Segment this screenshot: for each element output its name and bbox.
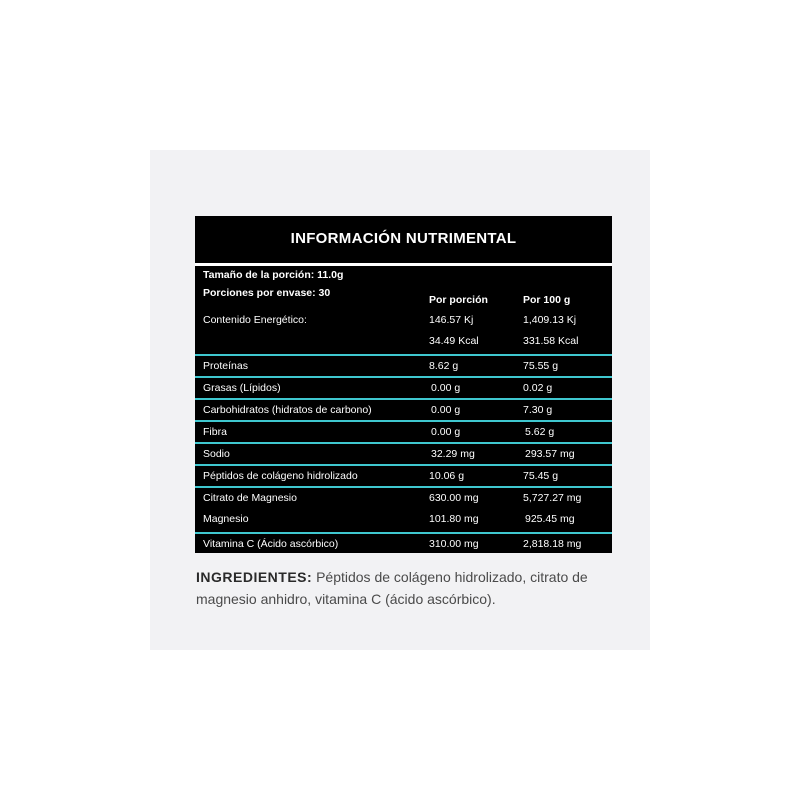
- table-row: [195, 356, 612, 378]
- column-header-per-100g: Por 100 g: [523, 294, 571, 306]
- table-row: [195, 422, 612, 444]
- value-per-100g: 75.45 g: [523, 470, 559, 482]
- value-per-100g: 0.02 g: [523, 382, 553, 394]
- table-row: [195, 400, 612, 422]
- value-per-serving: 310.00 mg: [429, 538, 479, 550]
- nutrition-label: [195, 216, 612, 553]
- value-per-serving: 8.62 g: [429, 360, 459, 372]
- value-per-serving: 32.29 mg: [431, 448, 475, 460]
- value-per-serving: 630.00 mg: [429, 492, 479, 504]
- serving-size: Tamaño de la porción: 11.0g: [203, 269, 344, 281]
- table-row-magnesium: [195, 488, 612, 534]
- table-row-energy: [195, 310, 612, 356]
- value-per-serving: 0.00 g: [431, 404, 461, 416]
- nutrient-name-2: Magnesio: [203, 513, 249, 525]
- nutrient-table: [195, 310, 612, 554]
- title-divider: [195, 263, 612, 266]
- table-row: [195, 534, 612, 554]
- value-per-serving-kcal: 34.49 Kcal: [429, 335, 479, 347]
- value-per-100g: 5,727.27 mg: [523, 492, 582, 504]
- value-per-100g: 1,409.13 Kj: [523, 314, 577, 326]
- ingredients-heading: INGREDIENTES:: [196, 569, 313, 585]
- table-row: [195, 378, 612, 400]
- value-per-100g-kcal: 331.58 Kcal: [523, 335, 579, 347]
- nutrient-name: Fibra: [203, 426, 227, 438]
- table-row: [195, 444, 612, 466]
- value-per-100g: 5.62 g: [525, 426, 555, 438]
- ingredients-text: [196, 566, 626, 610]
- value-per-100g: 2,818.18 mg: [523, 538, 582, 550]
- nutrient-name: Vitamina C (Ácido ascórbico): [203, 538, 339, 550]
- value-per-serving: 146.57 Kj: [429, 314, 474, 326]
- nutrient-name: Contenido Energético:: [203, 314, 307, 326]
- servings-per-container: Porciones por envase: 30: [203, 287, 331, 299]
- nutrient-name: Carbohidratos (hidratos de carbono): [203, 404, 372, 416]
- nutrient-name: Sodio: [203, 448, 230, 460]
- nutrient-name: Citrato de Magnesio: [203, 492, 297, 504]
- label-title: INFORMACIÓN NUTRIMENTAL: [290, 230, 517, 247]
- table-row: [195, 466, 612, 488]
- value-per-serving: 10.06 g: [429, 470, 465, 482]
- nutrient-name: Proteínas: [203, 360, 248, 372]
- nutrient-name: Péptidos de colágeno hidrolizado: [203, 470, 358, 482]
- value-per-100g: 293.57 mg: [525, 448, 575, 460]
- value-per-serving: 0.00 g: [431, 426, 461, 438]
- value-per-100g: 7.30 g: [523, 404, 553, 416]
- value-per-100g: 75.55 g: [523, 360, 559, 372]
- nutrient-name: Grasas (Lípidos): [203, 382, 281, 394]
- column-header-per-serving: Por porción: [429, 294, 488, 306]
- value-per-100g-2: 925.45 mg: [525, 513, 575, 525]
- value-per-serving-2: 101.80 mg: [429, 513, 479, 525]
- value-per-serving: 0.00 g: [431, 382, 461, 394]
- ingredients-list: Péptidos de colágeno hidrolizado, citrato de magnesio anhidro, vitamina C (ácido ascórbico).: [196, 569, 588, 607]
